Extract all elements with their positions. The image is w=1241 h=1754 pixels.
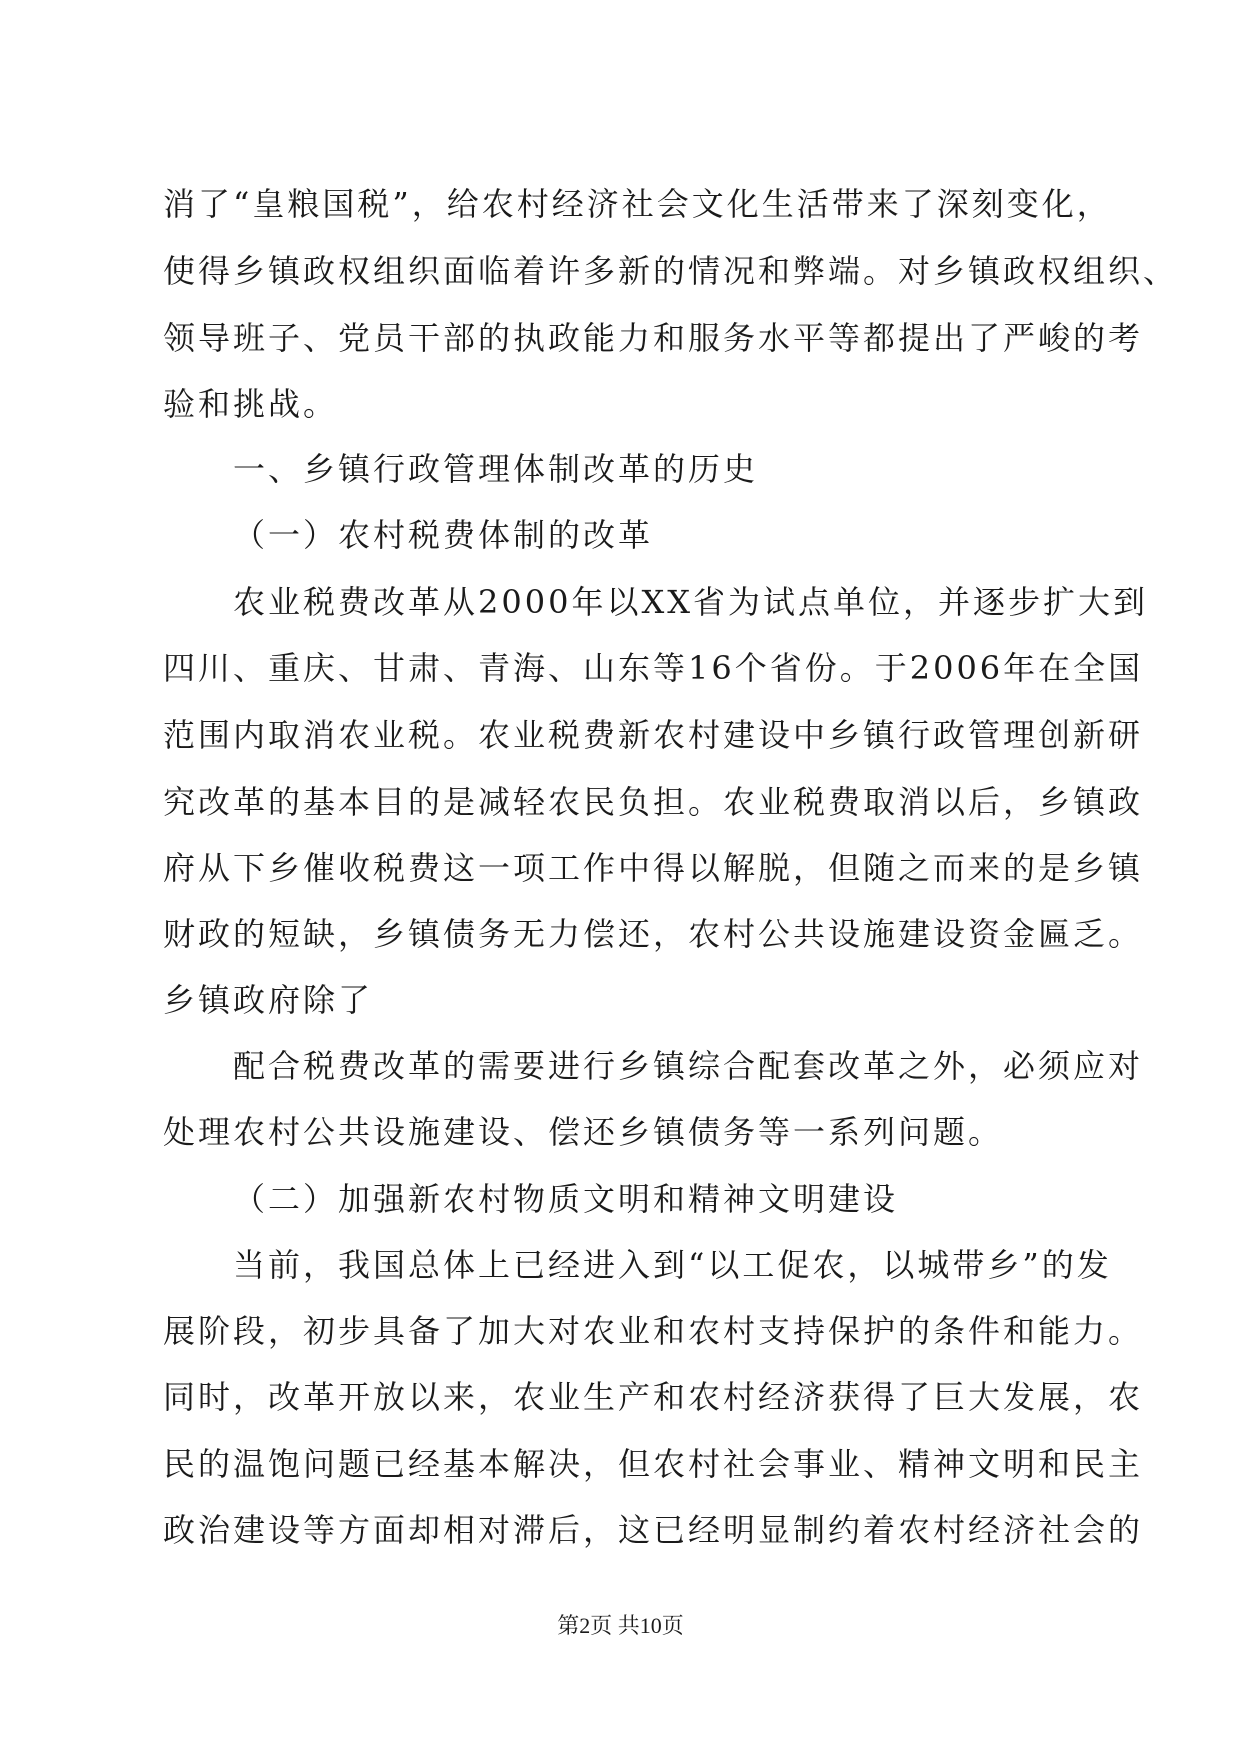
- subsection-heading: （一）农村税费体制的改革: [233, 516, 654, 554]
- text-line: 消了“皇粮国税”，给农村经济社会文化生活带来了深刻变化，: [163, 185, 1112, 223]
- text-line: 展阶段，初步具备了加大对农业和农村支持保护的条件和能力。: [163, 1312, 1144, 1350]
- text-line: 配合税费改革的需要进行乡镇综合配套改革之外，必须应对: [233, 1047, 1144, 1085]
- text-line: 领导班子、党员干部的执政能力和服务水平等都提出了严峻的考: [163, 319, 1144, 357]
- text-line: 政治建设等方面却相对滞后，这已经明显制约着农村经济社会的: [163, 1511, 1144, 1549]
- text-line: 使得乡镇政权组织面临着许多新的情况和弊端。对乡镇政权组织、: [163, 252, 1179, 290]
- text-line: 乡镇政府除了: [163, 981, 374, 1019]
- text-line: 同时，改革开放以来，农业生产和农村经济获得了巨大发展，农: [163, 1378, 1144, 1416]
- subsection-heading: （二）加强新农村物质文明和精神文明建设: [233, 1180, 899, 1218]
- text-line: 府从下乡催收税费这一项工作中得以解脱，但随之而来的是乡镇: [163, 849, 1144, 887]
- page-number-footer: 第2页 共10页: [557, 1613, 684, 1638]
- text-line: 当前，我国总体上已经进入到“以工促农，以城带乡”的发: [233, 1246, 1112, 1284]
- text-line: 究改革的基本目的是减轻农民负担。农业税费取消以后，乡镇政: [163, 783, 1144, 821]
- text-line: 处理农村公共设施建设、偿还乡镇债务等一系列问题。: [163, 1113, 1004, 1151]
- text-line: 验和挑战。: [163, 385, 339, 423]
- section-heading: 一、乡镇行政管理体制改革的历史: [233, 450, 759, 488]
- text-line: 农业税费改革从2000年以XX省为试点单位，并逐步扩大到: [233, 583, 1149, 621]
- text-line: 民的温饱问题已经基本解决，但农村社会事业、精神文明和民主: [163, 1445, 1144, 1483]
- text-line: 四川、重庆、甘肃、青海、山东等16个省份。于2006年在全国: [163, 649, 1144, 687]
- text-line: 范围内取消农业税。农业税费新农村建设中乡镇行政管理创新研: [163, 716, 1144, 754]
- text-line: 财政的短缺，乡镇债务无力偿还，农村公共设施建设资金匾乏。: [163, 915, 1144, 953]
